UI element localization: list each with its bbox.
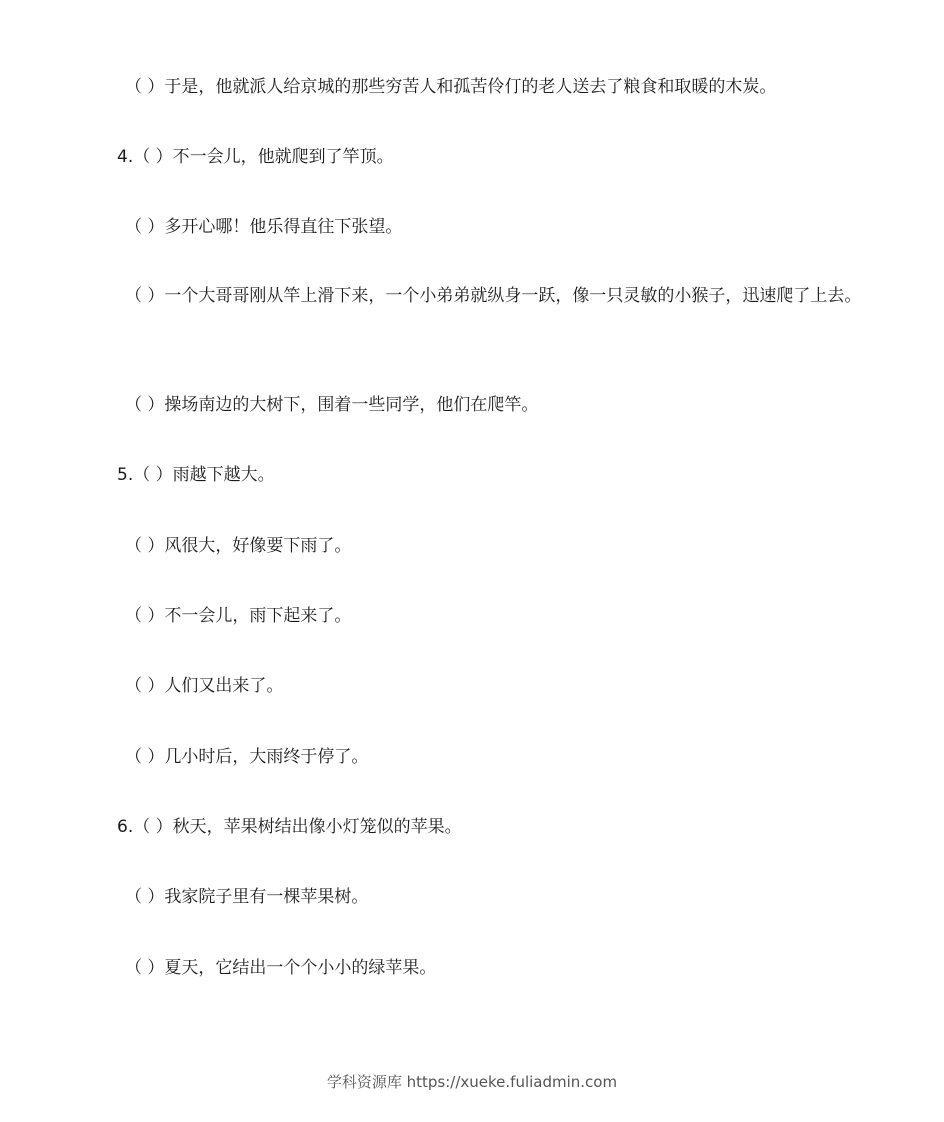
sentence-line: （ ）风很大，好像要下雨了。 [125,536,352,556]
sentence-line: （ ）不一会儿，雨下起来了。 [125,606,352,626]
question-4-line: 4.（ ）不一会儿，他就爬到了竿顶。 [117,147,394,167]
question-5-line: 5.（ ）雨越下越大。 [117,465,275,485]
sentence-line: （ ）于是，他就派人给京城的那些穷苦人和孤苦伶仃的老人送去了粮食和取暖的木炭。 [125,77,777,97]
sentence-line: （ ）多开心哪！他乐得直往下张望。 [125,217,403,237]
sentence-line: （ ）夏天，它结出一个个小小的绿苹果。 [125,958,437,978]
sentence-line: （ ）人们又出来了。 [125,676,284,696]
page-footer: 学科资源库 https://xueke.fuliadmin.com [326,1073,618,1091]
sentence-line: （ ）我家院子里有一棵苹果树。 [125,887,369,907]
sentence-line-wrapped: （ ）一个大哥哥刚从竿上滑下来，一个小弟弟就纵身一跃，像一只灵敏的小猴子，迅速爬了上去。 [125,286,862,306]
sentence-line: （ ）操场南边的大树下，围着一些同学，他们在爬竿。 [125,395,539,415]
sentence-line: （ ）几小时后，大雨终于停了。 [125,747,369,767]
question-6-line: 6.（ ）秋天，苹果树结出像小灯笼似的苹果。 [117,817,462,837]
